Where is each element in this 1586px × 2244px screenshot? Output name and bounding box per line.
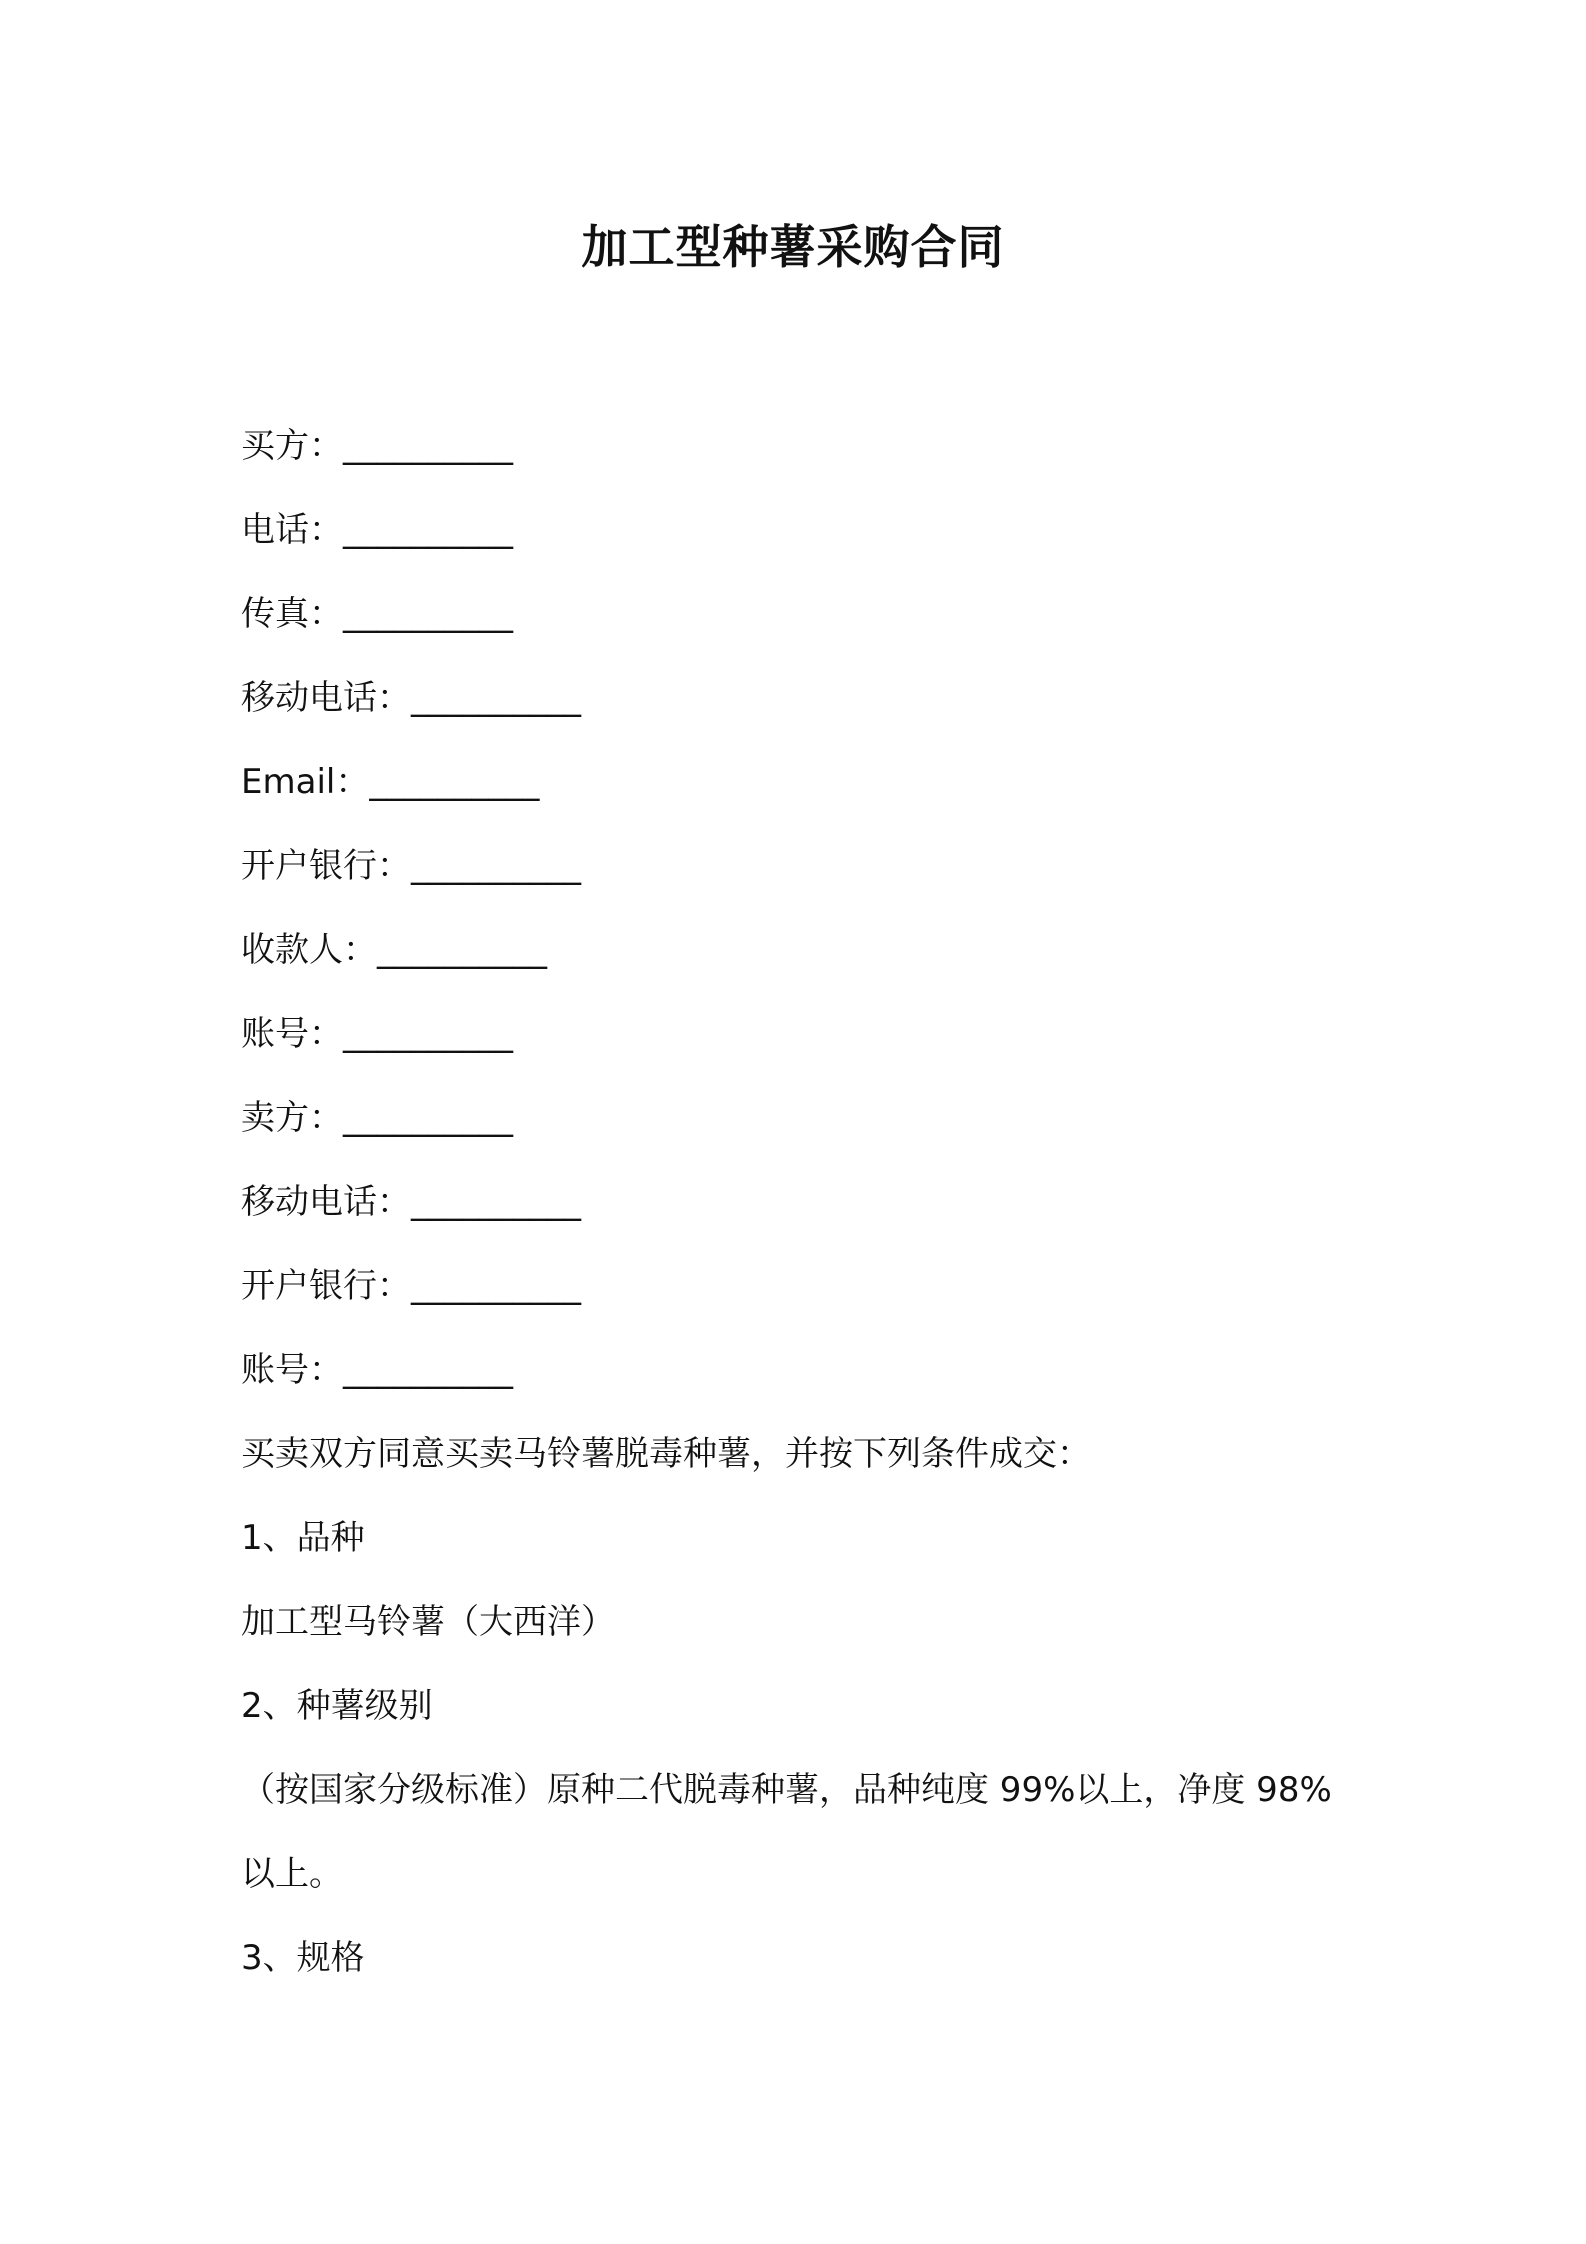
section-2-heading: 2、种薯级别 [241, 1686, 433, 1726]
buyer-line: 买方：__________ [241, 426, 513, 466]
document-body [241, 404, 1351, 2000]
seller-mobile-line: 移动电话：__________ [241, 1182, 581, 1222]
buyer-mobile-line: 移动电话：__________ [241, 678, 581, 718]
agreement-intro-line: 买卖双方同意买卖马铃薯脱毒种薯，并按下列条件成交： [241, 1434, 1091, 1474]
seller-account-line: 账号：__________ [241, 1350, 513, 1390]
seller-bank-line: 开户银行：__________ [241, 1266, 581, 1306]
document-title: 加工型种薯采购合同 [581, 220, 1005, 274]
section-1-heading: 1、品种 [241, 1518, 365, 1558]
buyer-fax-line: 传真：__________ [241, 594, 513, 634]
grade-paragraph: （按国家分级标准）原种二代脱毒种薯，品种纯度 99%以上，净度 98%以上。 [241, 1770, 1332, 1894]
variety-line: 加工型马铃薯（大西洋） [241, 1602, 615, 1642]
seller-line: 卖方：__________ [241, 1098, 513, 1138]
buyer-phone-line: 电话：__________ [241, 510, 513, 550]
buyer-account-line: 账号：__________ [241, 1014, 513, 1054]
buyer-email-line: Email：__________ [241, 762, 540, 802]
section-3-heading: 3、规格 [241, 1938, 365, 1978]
buyer-bank-line: 开户银行：__________ [241, 846, 581, 886]
payee-line: 收款人：__________ [241, 930, 547, 970]
